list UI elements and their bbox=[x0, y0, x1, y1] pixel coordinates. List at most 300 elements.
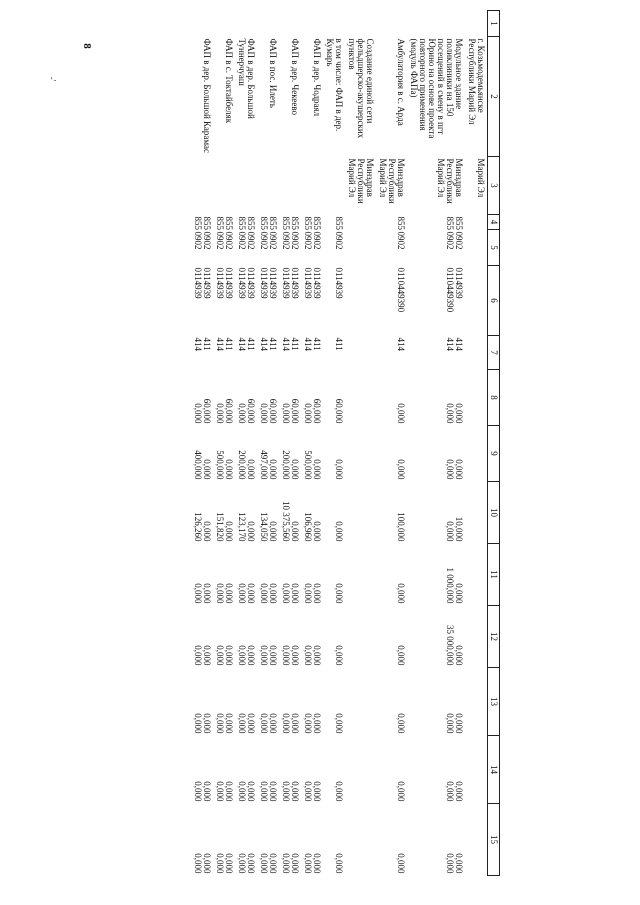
cell-value: 134,050 bbox=[259, 512, 269, 542]
cell-c12 bbox=[407, 606, 465, 668]
table-row bbox=[376, 11, 407, 876]
cell-c7 bbox=[407, 336, 465, 370]
cell-value: 0114939 bbox=[193, 267, 203, 299]
cell-object-name: ФАП в дер. Большой Туннерчуаш bbox=[237, 38, 256, 119]
cell-value: 0,000 bbox=[193, 645, 203, 666]
cell-c14 bbox=[191, 736, 213, 804]
cell-c15 bbox=[301, 804, 323, 876]
cell-value: 126,260 bbox=[193, 512, 203, 542]
cell-value: 855 bbox=[334, 216, 344, 230]
cell-value: 0,000 bbox=[237, 713, 247, 734]
cell-c5 bbox=[345, 230, 376, 266]
cell-c15 bbox=[465, 804, 488, 876]
cell-value: 106,960 bbox=[303, 512, 313, 542]
cell-object-name: в том числе: ФАП в дер. Кумарь bbox=[325, 38, 344, 132]
cell-c13 bbox=[191, 668, 213, 736]
cell-value: 0,000 bbox=[445, 403, 455, 424]
cell-c12 bbox=[301, 606, 323, 668]
cell-value: 0,000 bbox=[281, 713, 291, 734]
cell-c5 bbox=[465, 230, 488, 266]
cell-value: 855 bbox=[445, 216, 455, 230]
col-header: 12 bbox=[488, 606, 500, 668]
cell-agency bbox=[257, 157, 279, 215]
cell-c4 bbox=[257, 215, 279, 230]
table-row bbox=[345, 11, 376, 876]
cell-value: 414 bbox=[193, 337, 203, 351]
cell-c11 bbox=[301, 544, 323, 606]
cell-value: 855 bbox=[290, 216, 300, 230]
cell-object-name: Амбулатория в с. Арда bbox=[396, 38, 406, 126]
col-header: 5 bbox=[488, 230, 500, 266]
cell-value: 0,000 bbox=[268, 781, 278, 802]
cell-agency: Минздрав Республики Марий Эл bbox=[436, 158, 464, 204]
cell-c10 bbox=[213, 482, 235, 544]
cell-c14 bbox=[301, 736, 323, 804]
cell-c8 bbox=[191, 370, 213, 426]
cell-c11 bbox=[257, 544, 279, 606]
cell-value: 0,000 bbox=[303, 713, 313, 734]
cell-value: 855 bbox=[268, 216, 278, 230]
cell-c14 bbox=[213, 736, 235, 804]
cell-c7 bbox=[345, 336, 376, 370]
cell-c9 bbox=[345, 426, 376, 482]
cell-value: 411 bbox=[268, 337, 278, 351]
cell-value: 200,000 bbox=[281, 450, 291, 480]
cell-object-name: ФАП в пос. Илеть bbox=[268, 38, 278, 108]
cell-value: 0,000 bbox=[202, 853, 212, 874]
cell-value: 0,000 bbox=[215, 403, 225, 424]
cell-value: 10,000 bbox=[454, 516, 464, 542]
cell-c4 bbox=[191, 215, 213, 230]
cell-value: 414 bbox=[445, 337, 455, 351]
cell-value: 0,000 bbox=[281, 583, 291, 604]
cell-value: 0,000 bbox=[246, 583, 256, 604]
cell-value: 0114939 bbox=[454, 267, 464, 299]
cell-index bbox=[301, 11, 323, 37]
cell-value: 0,000 bbox=[259, 853, 269, 874]
cell-value: 0,000 bbox=[334, 853, 344, 874]
cell-value: 0902 bbox=[312, 231, 322, 250]
cell-value: 0114939 bbox=[268, 267, 278, 299]
cell-value: 855 bbox=[224, 216, 234, 230]
cell-c4 bbox=[465, 215, 488, 230]
cell-value: 0,000 bbox=[290, 583, 300, 604]
cell-c10 bbox=[279, 482, 301, 544]
cell-c8 bbox=[465, 370, 488, 426]
cell-index bbox=[279, 11, 301, 37]
cell-c8 bbox=[376, 370, 407, 426]
cell-value: 60,000 bbox=[202, 398, 212, 424]
cell-value: 855 bbox=[396, 216, 406, 230]
cell-c11 bbox=[279, 544, 301, 606]
cell-value: 0,000 bbox=[237, 853, 247, 874]
cell-value: 0,000 bbox=[224, 583, 234, 604]
cell-value: 0,000 bbox=[454, 853, 464, 874]
cell-c4 bbox=[213, 215, 235, 230]
cell-value: 500,000 bbox=[215, 450, 225, 480]
cell-c12 bbox=[323, 606, 345, 668]
cell-value: 0,000 bbox=[303, 583, 313, 604]
cell-value: 0114939 bbox=[202, 267, 212, 299]
cell-c13 bbox=[235, 668, 257, 736]
cell-c15 bbox=[279, 804, 301, 876]
cell-value: 0,000 bbox=[202, 781, 212, 802]
cell-c15 bbox=[376, 804, 407, 876]
cell-value: 0,000 bbox=[259, 781, 269, 802]
col-header: 8 bbox=[488, 370, 500, 426]
cell-value: 0114939 bbox=[215, 267, 225, 299]
cell-value: 0902 bbox=[334, 231, 344, 250]
cell-c8 bbox=[235, 370, 257, 426]
cell-c5 bbox=[279, 230, 301, 266]
cell-c8 bbox=[301, 370, 323, 426]
cell-value: 0902 bbox=[202, 231, 212, 250]
cell-c8 bbox=[257, 370, 279, 426]
cell-value: 0,000 bbox=[334, 521, 344, 542]
cell-c4 bbox=[407, 215, 465, 230]
cell-index bbox=[213, 11, 235, 37]
cell-value: 0902 bbox=[224, 231, 234, 250]
cell-value: 0,000 bbox=[193, 781, 203, 802]
cell-value: 0,000 bbox=[237, 645, 247, 666]
cell-value: 0902 bbox=[246, 231, 256, 250]
cell-c14 bbox=[279, 736, 301, 804]
cell-c7 bbox=[376, 336, 407, 370]
cell-value: 0,000 bbox=[290, 781, 300, 802]
cell-value: 0902 bbox=[259, 231, 269, 250]
cell-value: 0,000 bbox=[193, 853, 203, 874]
cell-index bbox=[345, 11, 376, 37]
cell-value: 0,000 bbox=[396, 459, 406, 480]
cell-value: 411 bbox=[290, 337, 300, 351]
cell-c6 bbox=[279, 266, 301, 336]
cell-c13 bbox=[301, 668, 323, 736]
cell-c12 bbox=[191, 606, 213, 668]
cell-value: 414 bbox=[215, 337, 225, 351]
cell-value: 855 bbox=[202, 216, 212, 230]
cell-value: 0,000 bbox=[445, 853, 455, 874]
cell-object-name: ФАП в дер. Чекеево bbox=[290, 38, 300, 116]
cell-value: 1 000,000 bbox=[445, 567, 455, 604]
cell-value: 0114939 bbox=[237, 267, 247, 299]
cell-value: 0,000 bbox=[202, 459, 212, 480]
cell-c10 bbox=[407, 482, 465, 544]
cell-value: 0,000 bbox=[290, 645, 300, 666]
cell-c9 bbox=[465, 426, 488, 482]
cell-c13 bbox=[407, 668, 465, 736]
cell-value: 0,000 bbox=[290, 853, 300, 874]
cell-c9 bbox=[407, 426, 465, 482]
cell-c5 bbox=[191, 230, 213, 266]
cell-c14 bbox=[345, 736, 376, 804]
cell-value: 414 bbox=[259, 337, 269, 351]
cell-value: 0,000 bbox=[334, 645, 344, 666]
cell-c14 bbox=[235, 736, 257, 804]
cell-c7 bbox=[235, 336, 257, 370]
cell-value: 0,000 bbox=[246, 645, 256, 666]
cell-c4 bbox=[376, 215, 407, 230]
cell-value: 0,000 bbox=[334, 583, 344, 604]
cell-c8 bbox=[213, 370, 235, 426]
cell-c7 bbox=[191, 336, 213, 370]
cell-value: 855 bbox=[454, 216, 464, 230]
cell-value: 0114939 bbox=[312, 267, 322, 299]
cell-value: 0,000 bbox=[334, 459, 344, 480]
cell-index bbox=[407, 11, 465, 37]
cell-c15 bbox=[323, 804, 345, 876]
col-header: 10 bbox=[488, 482, 500, 544]
cell-value: 0,000 bbox=[454, 459, 464, 480]
cell-value: 0,000 bbox=[259, 713, 269, 734]
cell-index bbox=[191, 11, 213, 37]
cell-value: 0,000 bbox=[246, 713, 256, 734]
cell-value: 0902 bbox=[215, 231, 225, 250]
cell-c13 bbox=[323, 668, 345, 736]
cell-c12 bbox=[465, 606, 488, 668]
cell-agency: Минздрав Республики Марий Эл bbox=[347, 158, 375, 204]
cell-value: 855 bbox=[193, 216, 203, 230]
cell-c4 bbox=[235, 215, 257, 230]
table-row bbox=[257, 11, 279, 876]
cell-value: 855 bbox=[246, 216, 256, 230]
cell-c5 bbox=[257, 230, 279, 266]
cell-c9 bbox=[235, 426, 257, 482]
cell-value: 0,000 bbox=[246, 853, 256, 874]
cell-value: 0,000 bbox=[268, 459, 278, 480]
cell-value: 0,000 bbox=[303, 853, 313, 874]
cell-value: 0,000 bbox=[396, 645, 406, 666]
cell-value: 0,000 bbox=[202, 521, 212, 542]
cell-value: 0114939 bbox=[224, 267, 234, 299]
cell-c12 bbox=[235, 606, 257, 668]
cell-value: 0,000 bbox=[268, 645, 278, 666]
cell-c13 bbox=[213, 668, 235, 736]
cell-c5 bbox=[376, 230, 407, 266]
cell-agency: Марий Эл bbox=[476, 158, 486, 198]
cell-c15 bbox=[257, 804, 279, 876]
cell-value: 0,000 bbox=[202, 583, 212, 604]
cell-agency bbox=[235, 157, 257, 215]
cell-value: 0,000 bbox=[246, 459, 256, 480]
cell-c8 bbox=[279, 370, 301, 426]
cell-value: 60,000 bbox=[290, 398, 300, 424]
cell-agency bbox=[191, 157, 213, 215]
cell-value: 0,000 bbox=[202, 645, 212, 666]
cell-c14 bbox=[323, 736, 345, 804]
cell-c7 bbox=[257, 336, 279, 370]
cell-value: 10 375,560 bbox=[281, 501, 291, 542]
cell-value: 414 bbox=[454, 337, 464, 351]
cell-value: 0,000 bbox=[312, 713, 322, 734]
cell-value: 411 bbox=[224, 337, 234, 351]
cell-value: 200,000 bbox=[237, 450, 247, 480]
cell-value: 0,000 bbox=[193, 583, 203, 604]
cell-value: 0,000 bbox=[237, 403, 247, 424]
cell-object-name: ФАП в с. Токтайбеляк bbox=[224, 38, 234, 124]
cell-value: 0,000 bbox=[312, 645, 322, 666]
page-number: 8 bbox=[80, 43, 93, 49]
cell-c7 bbox=[279, 336, 301, 370]
cell-value: 411 bbox=[334, 337, 344, 351]
cell-value: 0,000 bbox=[259, 645, 269, 666]
cell-value: 0,000 bbox=[312, 781, 322, 802]
cell-c13 bbox=[465, 668, 488, 736]
cell-c11 bbox=[191, 544, 213, 606]
cell-c12 bbox=[345, 606, 376, 668]
cell-value: 0,000 bbox=[246, 521, 256, 542]
cell-value: 855 bbox=[215, 216, 225, 230]
cell-value: 0902 bbox=[193, 231, 203, 250]
cell-value: 0,000 bbox=[237, 583, 247, 604]
cell-value: 35 000,000 bbox=[445, 625, 455, 666]
cell-agency: Минздрав Республики Марий Эл bbox=[378, 158, 406, 204]
cell-agency bbox=[301, 157, 323, 215]
col-header: 3 bbox=[488, 157, 500, 215]
cell-value: 0,000 bbox=[193, 713, 203, 734]
cell-c13 bbox=[279, 668, 301, 736]
cell-value: 60,000 bbox=[312, 398, 322, 424]
col-header: 14 bbox=[488, 736, 500, 804]
cell-value: 151,820 bbox=[215, 512, 225, 542]
cell-value: 855 bbox=[259, 216, 269, 230]
cell-agency bbox=[279, 157, 301, 215]
cell-value: 0,000 bbox=[396, 403, 406, 424]
cell-c7 bbox=[213, 336, 235, 370]
cell-c14 bbox=[376, 736, 407, 804]
cell-value: 0114939 bbox=[259, 267, 269, 299]
col-header: 7 bbox=[488, 336, 500, 370]
cell-c14 bbox=[465, 736, 488, 804]
col-header: 13 bbox=[488, 668, 500, 736]
cell-c9 bbox=[213, 426, 235, 482]
cell-value: 60,000 bbox=[224, 398, 234, 424]
col-header: 11 bbox=[488, 544, 500, 606]
cell-value: 0,000 bbox=[259, 583, 269, 604]
cell-value: 0110449390 bbox=[396, 267, 406, 313]
cell-c7 bbox=[465, 336, 488, 370]
cell-agency bbox=[323, 157, 345, 215]
cell-value: 0902 bbox=[454, 231, 464, 250]
cell-c7 bbox=[301, 336, 323, 370]
cell-value: 411 bbox=[246, 337, 256, 351]
cell-value: 0,000 bbox=[215, 713, 225, 734]
cell-c12 bbox=[376, 606, 407, 668]
cell-value: 411 bbox=[312, 337, 322, 351]
cell-c6 bbox=[235, 266, 257, 336]
cell-c4 bbox=[279, 215, 301, 230]
cell-value: 0,000 bbox=[290, 713, 300, 734]
cell-value: 0,000 bbox=[268, 853, 278, 874]
cell-c12 bbox=[213, 606, 235, 668]
table-body bbox=[191, 11, 488, 876]
cell-c15 bbox=[407, 804, 465, 876]
table-row bbox=[279, 11, 301, 876]
cell-c13 bbox=[376, 668, 407, 736]
cell-value: 0902 bbox=[303, 231, 313, 250]
cell-c4 bbox=[345, 215, 376, 230]
cell-value: 855 bbox=[281, 216, 291, 230]
cell-value: 0902 bbox=[281, 231, 291, 250]
cell-c10 bbox=[235, 482, 257, 544]
cell-value: 0,000 bbox=[290, 521, 300, 542]
col-header: 15 bbox=[488, 804, 500, 876]
cell-c10 bbox=[323, 482, 345, 544]
cell-object-name: Создание единой сети фельдшерско-акушерских пунктов bbox=[347, 38, 375, 139]
cell-value: 414 bbox=[281, 337, 291, 351]
cell-value: 0,000 bbox=[224, 853, 234, 874]
cell-c7 bbox=[323, 336, 345, 370]
cell-c9 bbox=[376, 426, 407, 482]
cell-c8 bbox=[345, 370, 376, 426]
cell-value: 0,000 bbox=[454, 645, 464, 666]
scan-mark: -' bbox=[47, 76, 58, 82]
col-header: 1 bbox=[488, 11, 500, 37]
cell-value: 414 bbox=[237, 337, 247, 351]
cell-value: 0,000 bbox=[193, 403, 203, 424]
cell-value: 0,000 bbox=[312, 521, 322, 542]
cell-index bbox=[235, 11, 257, 37]
cell-agency bbox=[213, 157, 235, 215]
cell-value: 0,000 bbox=[237, 781, 247, 802]
cell-c11 bbox=[235, 544, 257, 606]
cell-c9 bbox=[279, 426, 301, 482]
cell-c5 bbox=[213, 230, 235, 266]
cell-value: 0,000 bbox=[454, 781, 464, 802]
header-row bbox=[488, 11, 500, 876]
cell-value: 0,000 bbox=[268, 583, 278, 604]
cell-value: 497,000 bbox=[259, 450, 269, 480]
cell-value: 0,000 bbox=[312, 459, 322, 480]
table-row bbox=[465, 11, 488, 876]
cell-value: 0,000 bbox=[224, 645, 234, 666]
rotated-table-page bbox=[120, 10, 500, 875]
cell-c8 bbox=[407, 370, 465, 426]
cell-value: 0,000 bbox=[268, 521, 278, 542]
table-row bbox=[213, 11, 235, 876]
cell-value: 0902 bbox=[445, 231, 455, 250]
col-header: 2 bbox=[488, 37, 500, 157]
table-row bbox=[323, 11, 345, 876]
cell-c6 bbox=[257, 266, 279, 336]
cell-c15 bbox=[213, 804, 235, 876]
table-row bbox=[191, 11, 213, 876]
cell-value: 0,000 bbox=[246, 781, 256, 802]
cell-object-name: г. Козьмодемьянске Республики Марий Эл bbox=[467, 38, 486, 125]
cell-c10 bbox=[257, 482, 279, 544]
cell-value: 0,000 bbox=[215, 645, 225, 666]
cell-value: 0,000 bbox=[445, 713, 455, 734]
cell-c6 bbox=[301, 266, 323, 336]
cell-value: 0,000 bbox=[312, 853, 322, 874]
cell-value: 500,000 bbox=[303, 450, 313, 480]
cell-c10 bbox=[465, 482, 488, 544]
cell-value: 0,000 bbox=[303, 403, 313, 424]
cell-index bbox=[465, 11, 488, 37]
cell-value: 0,000 bbox=[303, 781, 313, 802]
cell-value: 414 bbox=[396, 337, 406, 351]
cell-value: 100,000 bbox=[396, 512, 406, 542]
cell-value: 0,000 bbox=[334, 713, 344, 734]
cell-value: 0,000 bbox=[224, 713, 234, 734]
cell-index bbox=[257, 11, 279, 37]
cell-c5 bbox=[235, 230, 257, 266]
cell-value: 0114939 bbox=[290, 267, 300, 299]
cell-c14 bbox=[407, 736, 465, 804]
cell-c11 bbox=[465, 544, 488, 606]
cell-value: 0,000 bbox=[215, 583, 225, 604]
cell-c9 bbox=[301, 426, 323, 482]
cell-c12 bbox=[279, 606, 301, 668]
